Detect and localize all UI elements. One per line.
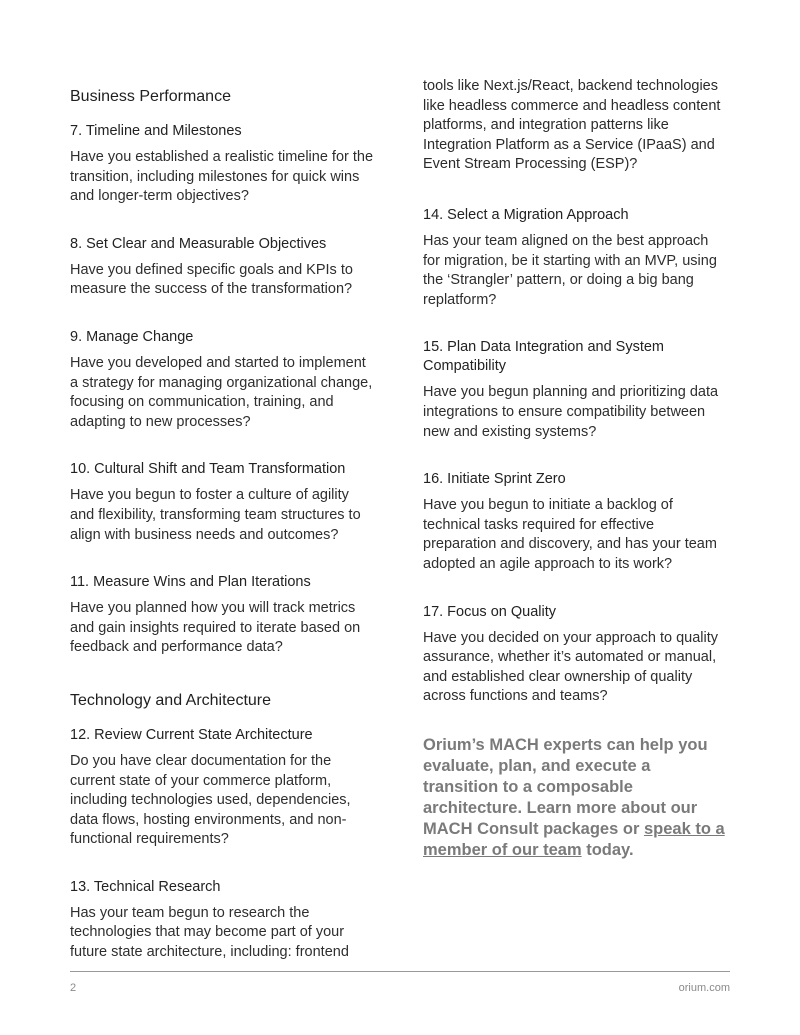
question-title: 12. Review Current State Architecture: [70, 726, 313, 743]
question-body: Do you have clear documentation for the current state of your commerce platform, including technologies used, dependencies, data flows, hosting environments, and non-functional requirements?: [70, 752, 351, 848]
contact-link[interactable]: speak to a member of our team: [423, 819, 725, 859]
question-body: Have you established a realistic timeline for the transition, including milestones for quick wins and longer-term objectives?: [70, 149, 374, 205]
question-item: [70, 726, 376, 850]
section-title-technology-architecture: Technology and Architecture: [70, 691, 272, 709]
question-title: 13. Technical Research: [70, 878, 221, 895]
question-body: Has your team aligned on the best approach for migration, be it starting with an MVP, using the ‘Strangler’ pattern, or doing a big bang replatform?: [423, 232, 717, 308]
question-title: 15. Plan Data Integration and System Compatibility: [423, 339, 665, 375]
question-title: 14. Select a Migration Approach: [423, 206, 629, 223]
question-body: Have you developed and started to implement a strategy for managing organizational change, focusing on communication, training, and adapting to new processes?: [70, 354, 373, 430]
question-body: Have you decided on your approach to quality assurance, whether it’s automated or manual, and established clear ownership of quality across functions and teams?: [423, 629, 719, 705]
question-title: 7. Timeline and Milestones: [70, 123, 242, 139]
cta-text-end: today.: [581, 840, 634, 859]
question-body: Have you begun to initiate a backlog of technical tasks required for effective preparation and discovery, and has your team adopted an agile approach to its work?: [423, 497, 717, 572]
question-title: 16. Initiate Sprint Zero: [423, 471, 566, 488]
question-body: Have you defined specific goals and KPIs to measure the success of the transformation?: [70, 261, 353, 298]
footer-divider: [70, 971, 730, 972]
question-item: [70, 235, 376, 300]
question-item: [423, 603, 729, 707]
footer-site: orium.com: [678, 982, 730, 994]
cta-text: Orium’s MACH experts can help you evaluate, plan, and execute a transition to a composable architecture. Learn more about our MACH Consult packages or: [423, 735, 708, 838]
question-item: [70, 328, 376, 432]
question-item: [423, 206, 729, 310]
question-item: [423, 338, 729, 442]
question-title: 10. Cultural Shift and Team Transformation: [70, 461, 346, 478]
right-column: [423, 78, 729, 861]
page-number: 2: [70, 982, 77, 994]
question-title: 8. Set Clear and Measurable Objectives: [70, 235, 327, 252]
question-item: [70, 573, 376, 658]
question-body: Has your team begun to research the technologies that may become part of your future state architecture, including: frontend: [70, 904, 349, 961]
question-title: 11. Measure Wins and Plan Iterations: [70, 574, 311, 591]
question-item: [70, 460, 376, 545]
question-body: Have you begun planning and prioritizing data integrations to ensure compatibility between new and existing systems?: [423, 384, 719, 440]
question-body: Have you planned how you will track metrics and gain insights required to iterate based on feedback and performance data?: [70, 600, 361, 656]
question-item: [423, 470, 729, 574]
left-column: [70, 86, 376, 991]
question-body: Have you begun to foster a culture of agility and flexibility, transforming team structures to align with business needs and outcomes?: [70, 487, 361, 543]
continued-text: tools like Next.js/React, backend technologies like headless commerce and headless content platforms, and integration patterns like Integration Platform as a Service (IPaaS) and Event Stream Processing (ESP)?: [423, 78, 721, 173]
question-title: 17. Focus on Quality: [423, 603, 556, 620]
question-item: [70, 878, 376, 963]
question-item: [70, 122, 376, 207]
section-title-business-performance: Business Performance: [70, 88, 231, 105]
question-title: 9. Manage Change: [70, 328, 194, 345]
call-to-action: [423, 735, 729, 861]
